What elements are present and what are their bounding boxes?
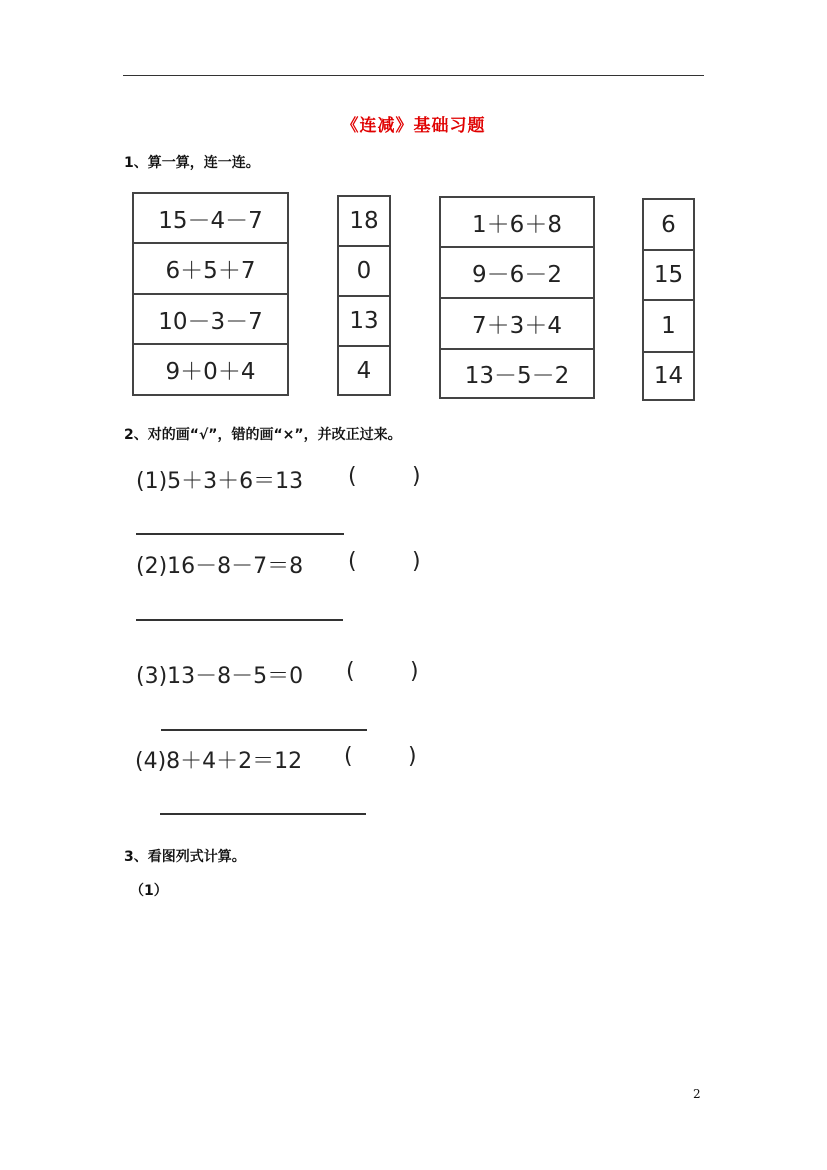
judgement-item-1: (1)5＋3＋6＝13: [136, 469, 304, 494]
result-cell[interactable]: 18: [339, 197, 389, 247]
result-cell[interactable]: 4: [356, 357, 372, 384]
page-number: 2: [693, 1087, 701, 1101]
result-cell[interactable]: 0: [339, 247, 389, 297]
header-rule: [123, 75, 704, 76]
judgement-item-4: (4)8＋4＋2＝12: [135, 749, 303, 774]
result-cell[interactable]: 14: [653, 363, 684, 389]
expression-cell[interactable]: 9－6－2: [441, 248, 593, 299]
result-cell[interactable]: 15: [644, 251, 693, 301]
sub-question-label: （1）: [130, 883, 168, 899]
expression-box-1: [132, 192, 289, 396]
result-cell[interactable]: 6: [644, 200, 693, 251]
expression-cell[interactable]: 6＋5＋7: [134, 244, 287, 295]
answer-line-4[interactable]: [160, 813, 366, 815]
result-cell[interactable]: 1: [644, 301, 693, 353]
expression-box-2: [439, 196, 595, 399]
question-1-heading: 1、算一算，连一连。: [124, 155, 260, 171]
expression-cell[interactable]: 15－4－7: [134, 194, 287, 244]
left-paren: (: [344, 744, 353, 769]
right-paren: ): [408, 744, 417, 769]
result-box-2: [642, 198, 695, 401]
right-paren: ): [410, 659, 419, 684]
question-3-heading: 3、看图列式计算。: [124, 849, 246, 865]
left-paren: (: [348, 464, 357, 489]
result-cell[interactable]: 13: [339, 297, 389, 347]
expression-cell[interactable]: 10－3－7: [134, 295, 287, 345]
result-box-1: [337, 195, 391, 396]
answer-line-3[interactable]: [161, 729, 367, 731]
left-paren: (: [346, 659, 355, 684]
left-paren: (: [348, 549, 357, 574]
judgement-item-2: (2)16－8－7＝8: [136, 554, 304, 579]
expression-cell[interactable]: 13－5－2: [464, 363, 570, 389]
judgement-item-3: (3)13－8－5＝0: [136, 664, 304, 689]
right-paren: ): [412, 464, 421, 489]
answer-line-1[interactable]: [136, 533, 344, 535]
question-2-heading: 2、对的画“√”，错的画“×”，并改正过来。: [124, 427, 402, 443]
right-paren: ): [412, 549, 421, 574]
expression-cell[interactable]: 7＋3＋4: [441, 299, 593, 350]
expression-cell[interactable]: 1＋6＋8: [441, 198, 593, 248]
answer-line-2[interactable]: [136, 619, 343, 621]
page-title: 《连减》基础习题: [341, 116, 486, 136]
expression-cell[interactable]: 9＋0＋4: [165, 359, 256, 385]
